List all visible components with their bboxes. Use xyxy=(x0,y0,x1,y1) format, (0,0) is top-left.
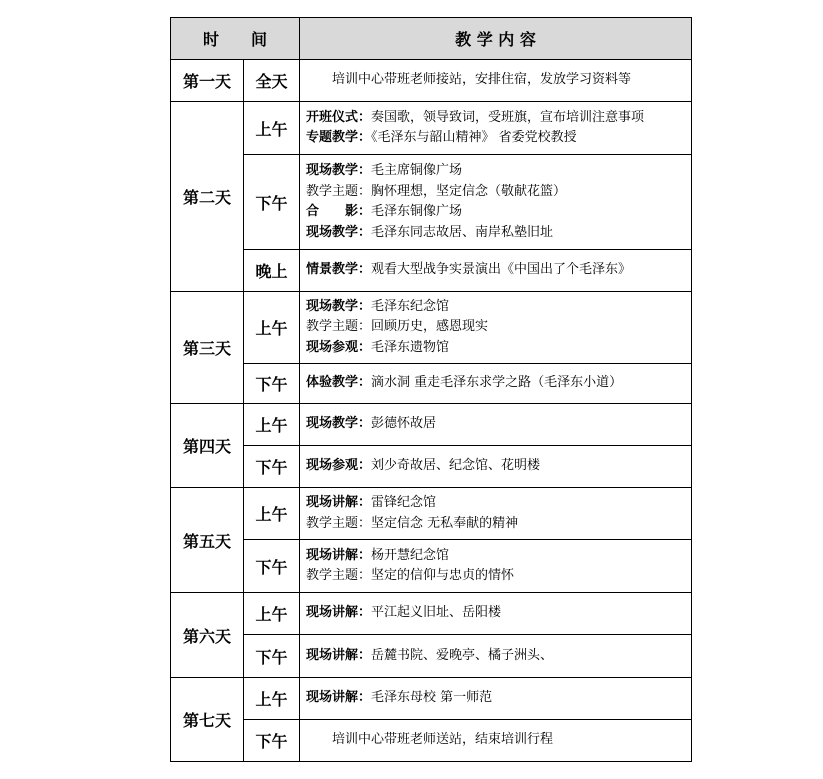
item-text: 胸怀理想，坚定信念（敬献花篮） xyxy=(371,183,567,199)
item-label: 现场讲解： xyxy=(306,647,372,663)
content-cell xyxy=(300,540,692,593)
item-label: 现场教学： xyxy=(306,163,372,178)
table-row xyxy=(171,635,692,678)
item-text: 滴水洞 重走毛泽东求学之路（毛泽东小道） xyxy=(371,375,623,391)
item-text: 雷锋纪念馆 xyxy=(371,495,437,510)
item-label: 现场教学： xyxy=(306,224,372,240)
content-cell xyxy=(300,155,692,250)
item-text: 岳麓书院、爱晚亭、橘子洲头、 xyxy=(371,647,554,663)
table-row xyxy=(171,488,692,540)
item-label: 教学主题： xyxy=(306,319,372,335)
item-label: 现场讲解： xyxy=(306,690,372,706)
item-label: 现场讲解： xyxy=(306,605,372,621)
table-row xyxy=(171,292,692,364)
item-label: 现场讲解： xyxy=(306,547,372,563)
day-label: 第二天 xyxy=(171,102,244,292)
table-row xyxy=(171,404,692,446)
item-label: 现场讲解： xyxy=(306,495,372,510)
item-text: 《毛泽东与韶山精神》 省委党校教授 xyxy=(371,130,577,145)
period-label: 下午 xyxy=(244,720,300,762)
table-row xyxy=(171,593,692,635)
item-text: 毛主席铜像广场 xyxy=(371,163,463,178)
table-row xyxy=(171,364,692,404)
day-label: 第六天 xyxy=(171,593,244,678)
content-cell xyxy=(300,720,692,762)
item-label: 现场参观： xyxy=(306,458,372,474)
day-label: 第三天 xyxy=(171,292,244,404)
period-label: 上午 xyxy=(244,593,300,635)
content-cell xyxy=(300,60,692,102)
header-row xyxy=(171,18,692,60)
content-cell xyxy=(300,404,692,446)
table-row xyxy=(171,102,692,155)
content-cell xyxy=(300,635,692,678)
table-row xyxy=(171,720,692,762)
table-row xyxy=(171,250,692,292)
period-label: 下午 xyxy=(244,364,300,404)
period-label: 上午 xyxy=(244,678,300,720)
item-label: 体验教学： xyxy=(306,375,372,391)
day-label: 第七天 xyxy=(171,678,244,762)
schedule-table xyxy=(170,17,692,762)
header-content: 教 学 内 容 xyxy=(300,18,692,60)
item-text: 坚定的信仰与忠贞的情怀 xyxy=(371,568,515,583)
header-time: 时 间 xyxy=(171,18,300,60)
table-row xyxy=(171,155,692,250)
content-text: 培训中心带班老师送站，结束培训行程 xyxy=(332,732,554,748)
item-label: 开班仪式： xyxy=(306,109,372,125)
item-label: 情景教学： xyxy=(306,262,372,278)
item-text: 毛泽东同志故居、南岸私塾旧址 xyxy=(371,224,554,240)
day-label: 第五天 xyxy=(171,488,244,593)
item-text: 毛泽东纪念馆 xyxy=(371,298,450,314)
item-label: 现场教学： xyxy=(306,416,372,432)
item-text: 杨开慧纪念馆 xyxy=(371,547,450,563)
content-cell xyxy=(300,102,692,155)
period-label: 上午 xyxy=(244,488,300,540)
item-text: 毛泽东母校 第一师范 xyxy=(371,690,493,706)
item-label: 合 影： xyxy=(306,204,372,219)
item-text: 彭德怀故居 xyxy=(371,416,437,432)
item-label: 教学主题： xyxy=(306,568,372,583)
item-label: 现场教学： xyxy=(306,298,372,314)
content-text: 培训中心带班老师接站，安排住宿，发放学习资料等 xyxy=(332,72,632,88)
period-label: 全天 xyxy=(244,60,300,102)
period-label: 上午 xyxy=(244,404,300,446)
item-label: 现场参观： xyxy=(306,339,372,355)
period-label: 下午 xyxy=(244,635,300,678)
period-label: 下午 xyxy=(244,155,300,250)
table-row xyxy=(171,678,692,720)
table-row xyxy=(171,60,692,102)
item-label: 教学主题： xyxy=(306,515,372,531)
content-cell xyxy=(300,250,692,292)
period-label: 下午 xyxy=(244,446,300,488)
item-text: 回顾历史，感恩现实 xyxy=(371,319,489,335)
day-label: 第一天 xyxy=(171,60,244,102)
item-text: 观看大型战争实景演出《中国出了个毛泽东》 xyxy=(371,262,632,278)
period-label: 上午 xyxy=(244,102,300,155)
table-row xyxy=(171,540,692,593)
item-text: 坚定信念 无私奉献的精神 xyxy=(371,515,519,531)
item-text: 奏国歌，领导致词，受班旗，宣布培训注意事项 xyxy=(371,109,645,125)
content-cell xyxy=(300,593,692,635)
period-label: 晚上 xyxy=(244,250,300,292)
item-label: 教学主题： xyxy=(306,183,372,199)
day-label: 第四天 xyxy=(171,404,244,488)
content-cell xyxy=(300,488,692,540)
item-text: 毛泽东遗物馆 xyxy=(371,339,450,355)
item-text: 刘少奇故居、纪念馆、花明楼 xyxy=(371,458,541,474)
item-text: 毛泽东铜像广场 xyxy=(371,204,463,219)
content-cell xyxy=(300,678,692,720)
content-cell xyxy=(300,446,692,488)
period-label: 上午 xyxy=(244,292,300,364)
period-label: 下午 xyxy=(244,540,300,593)
item-text: 平江起义旧址、岳阳楼 xyxy=(371,605,502,621)
item-label: 专题教学： xyxy=(306,130,372,145)
content-cell xyxy=(300,292,692,364)
content-cell xyxy=(300,364,692,404)
table-row xyxy=(171,446,692,488)
